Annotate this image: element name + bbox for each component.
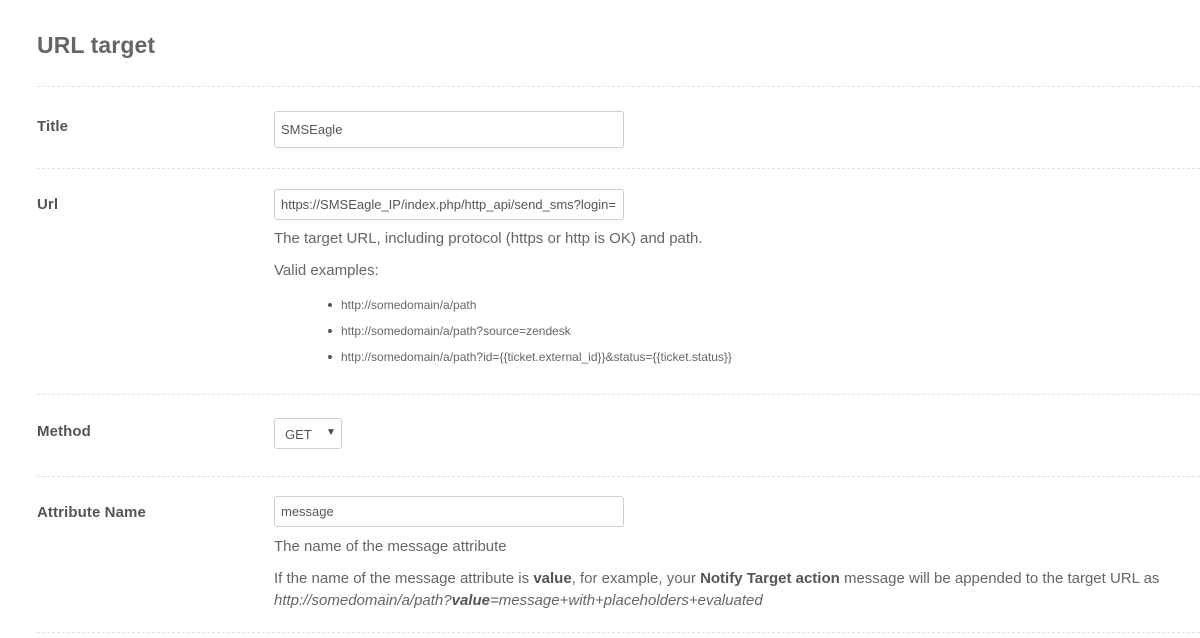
divider <box>37 476 1200 477</box>
explanation-bold-value: value <box>533 570 572 587</box>
explanation-text: , for example, your <box>571 570 701 587</box>
example-url-suffix: =message+with+placeholders+evaluated <box>489 592 763 609</box>
url-examples-list <box>341 297 732 375</box>
attribute-explanation <box>274 570 1159 587</box>
method-select[interactable] <box>274 418 342 449</box>
example-url-bold: value <box>451 592 490 609</box>
url-examples-heading: Valid examples: <box>274 262 379 279</box>
url-help-text: The target URL, including protocol (https or http is OK) and path. <box>274 230 703 247</box>
attribute-name-input[interactable]: message <box>274 496 624 527</box>
page-title: URL target <box>37 32 156 58</box>
url-input[interactable]: https://SMSEagle_IP/index.php/http_api/send_sms?login= <box>274 189 624 220</box>
title-input[interactable]: SMSEagle <box>274 111 624 148</box>
explanation-bold-action: Notify Target action <box>700 570 840 587</box>
divider <box>37 394 1200 395</box>
explanation-text: message will be appended to the target URL as <box>839 570 1160 587</box>
attribute-example-url <box>274 592 763 609</box>
attribute-help-text: The name of the message attribute <box>274 538 507 555</box>
explanation-text: If the name of the message attribute is <box>274 570 534 587</box>
method-selected-value: GET <box>285 427 312 442</box>
title-label: Title <box>37 118 69 135</box>
caret-down-icon: ▼ <box>326 427 336 438</box>
url-label: Url <box>37 196 59 213</box>
list-item: http://somedomain/a/path?id={{ticket.external_id}}&status={{ticket.status}} <box>341 349 732 375</box>
divider <box>37 86 1200 87</box>
list-item: http://somedomain/a/path?source=zendesk <box>341 323 732 349</box>
divider <box>37 168 1200 169</box>
list-item: http://somedomain/a/path <box>341 297 732 323</box>
divider <box>37 632 1200 633</box>
example-url-prefix: http://somedomain/a/path? <box>274 592 452 609</box>
attribute-name-label: Attribute Name <box>37 504 146 521</box>
method-label: Method <box>37 423 91 440</box>
